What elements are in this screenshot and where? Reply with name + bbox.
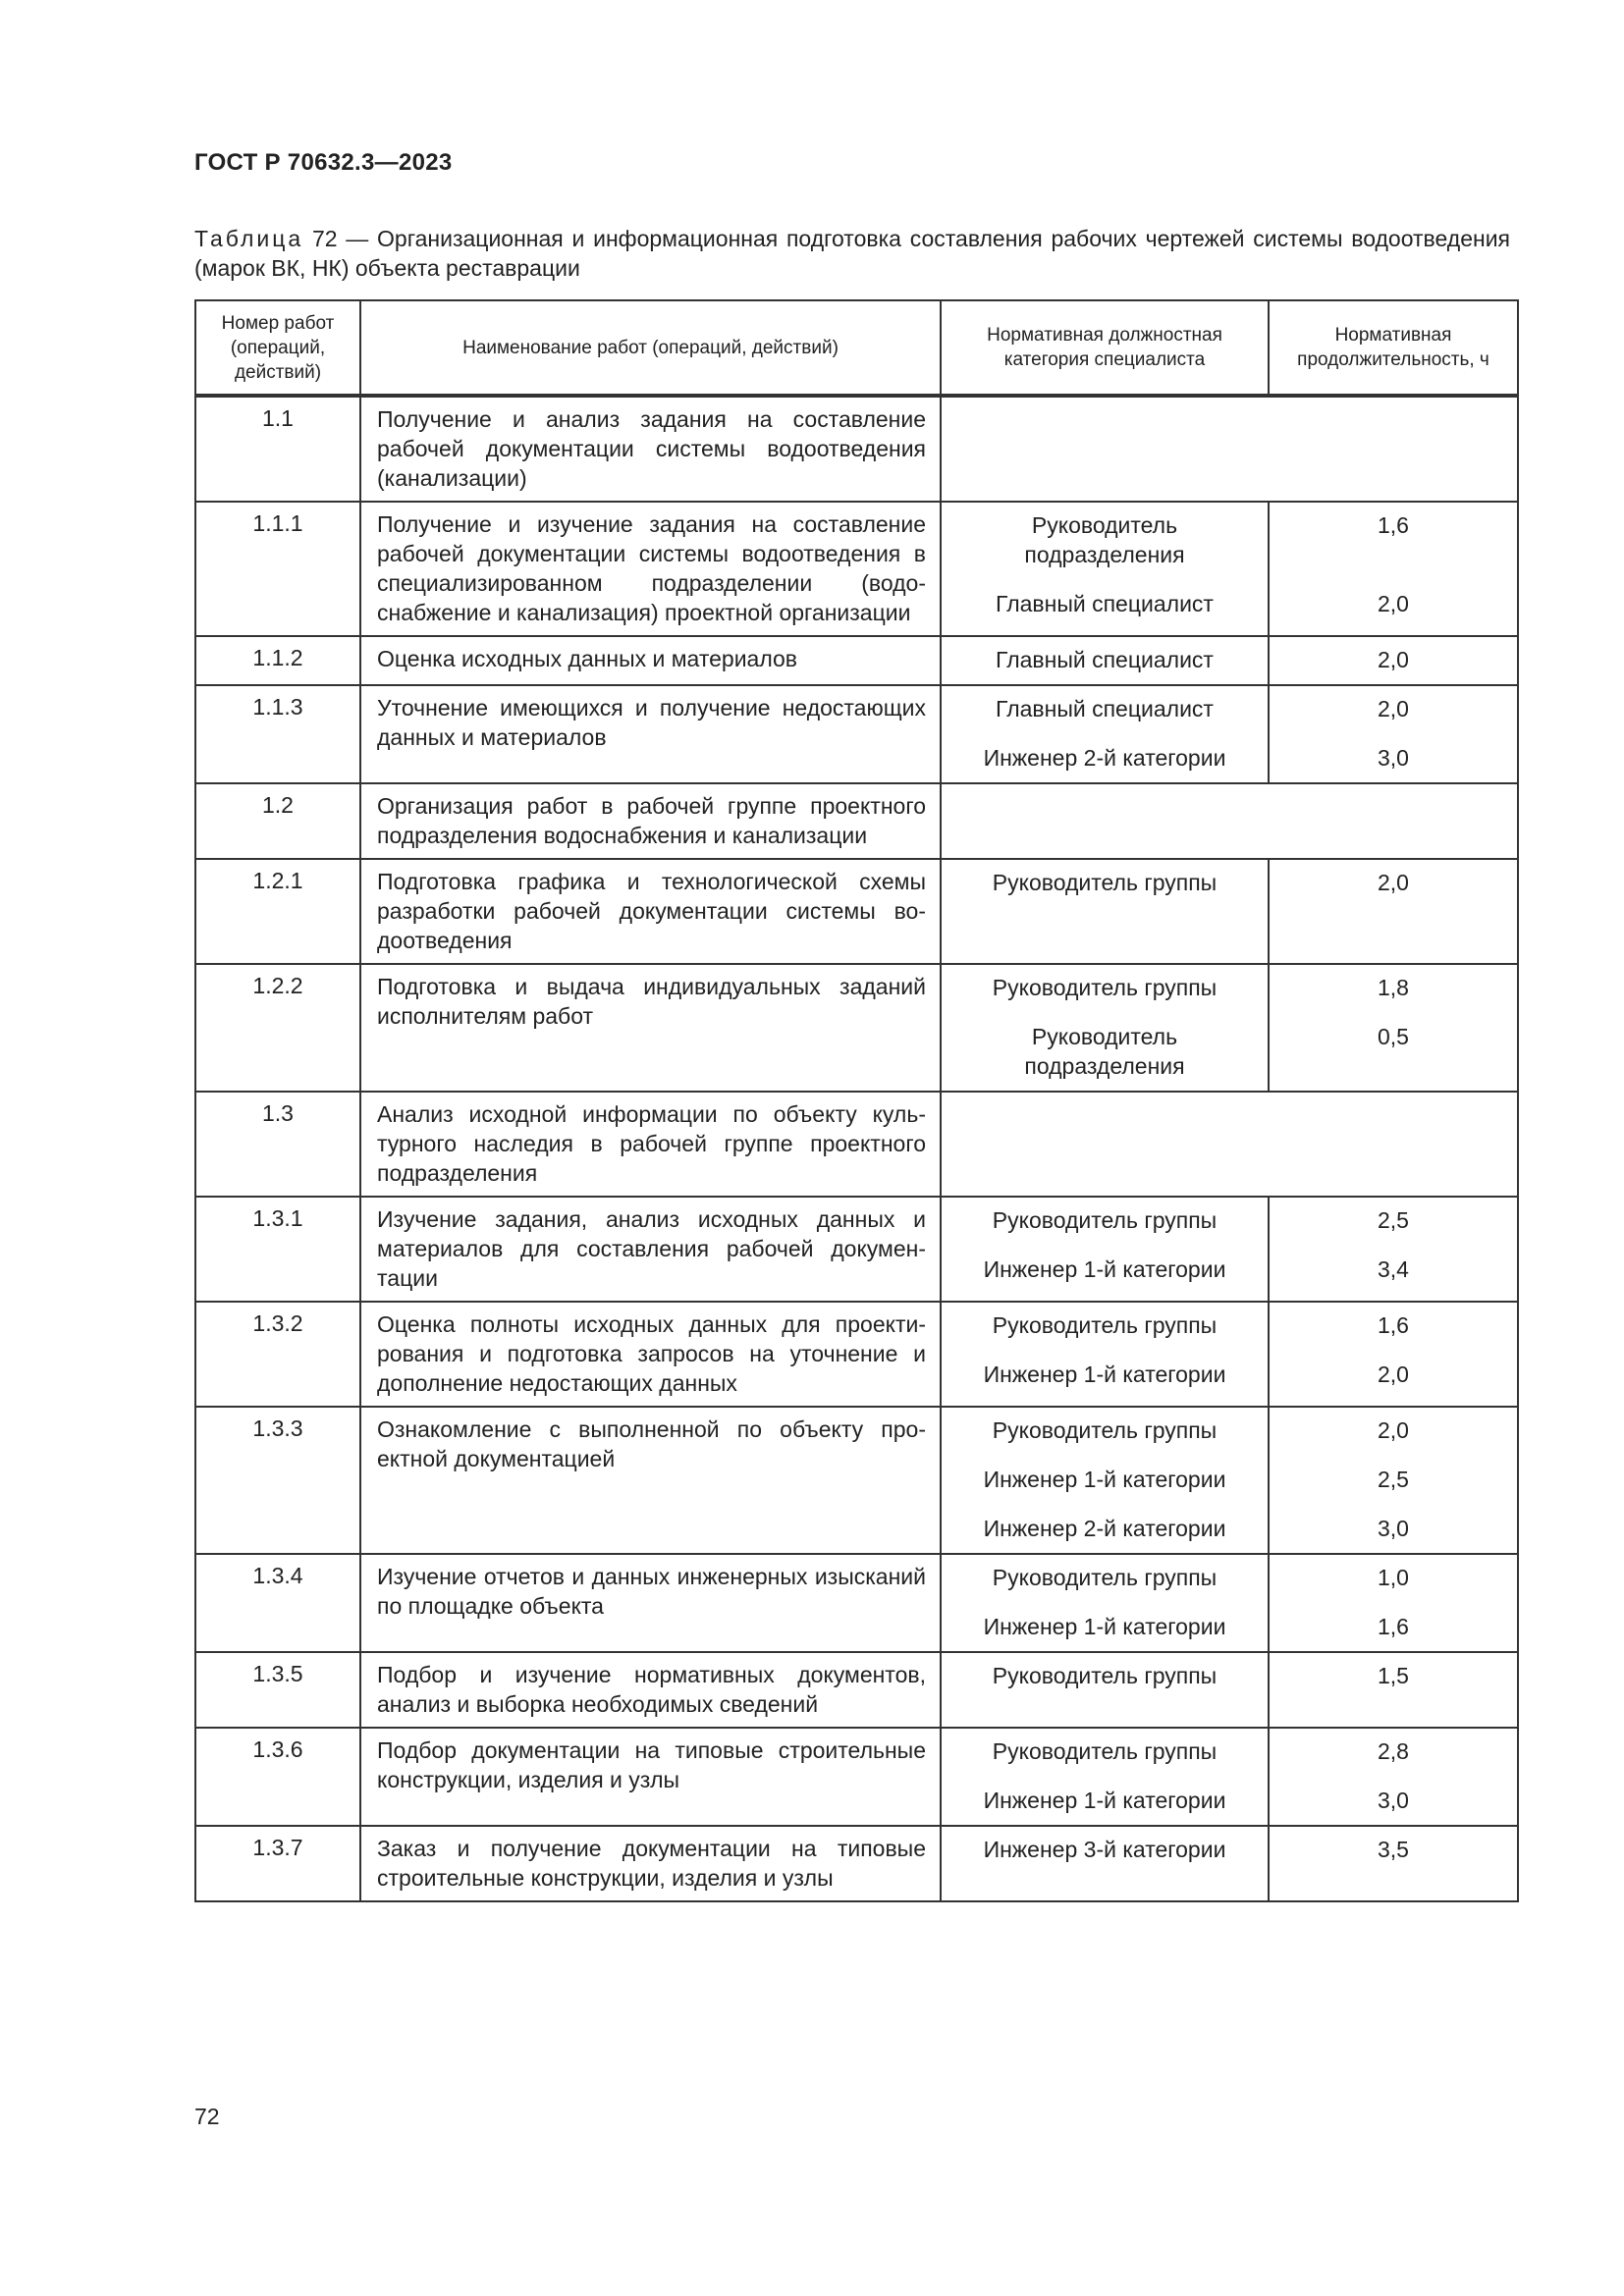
work-number-cell: 1.3.2 — [195, 1302, 360, 1407]
duration-cell — [1269, 1554, 1518, 1652]
specialist-cell — [941, 1197, 1269, 1302]
work-name-cell: Получение и анализ задания на составление рабочей документации системы водоотведения (канализации) — [360, 396, 941, 502]
specialist-category: Руководитель группы — [992, 1207, 1218, 1233]
duration-value: 2,5 — [1378, 1207, 1409, 1233]
work-number-cell: 1.3.5 — [195, 1652, 360, 1728]
specialist-category: Главный специалист — [996, 696, 1214, 721]
specialist-category: Инженер 1-й категории — [983, 1788, 1226, 1813]
duration-value: 3,0 — [1378, 1516, 1409, 1541]
duration-value: 2,0 — [1378, 870, 1409, 895]
table-row — [195, 1728, 1518, 1826]
duration-cell — [1269, 1407, 1518, 1554]
specialist-cell — [941, 1554, 1269, 1652]
table-row — [195, 685, 1518, 783]
duration-value: 3,0 — [1378, 745, 1409, 771]
work-name-cell: Изучение задания, анализ исходных данных и материалов для составления рабочей документации — [360, 1197, 941, 1302]
specialist-category: Инженер 1-й категории — [983, 1362, 1226, 1387]
duration-value: 1,6 — [1378, 1312, 1409, 1338]
specialist-category: Руководитель группы — [992, 975, 1218, 1000]
specialist-cell — [941, 1302, 1269, 1407]
duration-value: 1,0 — [1378, 1565, 1409, 1590]
duration-value: 2,0 — [1378, 696, 1409, 721]
work-number-cell: 1.3.1 — [195, 1197, 360, 1302]
duration-value: 1,5 — [1378, 1663, 1409, 1688]
duration-cell — [1269, 964, 1518, 1092]
table-row — [195, 1092, 1518, 1197]
specialist-category: Руководитель подразделения — [1024, 512, 1185, 567]
empty-cell — [941, 783, 1518, 859]
specialist-category: Руководитель группы — [992, 1312, 1218, 1338]
duration-value: 3,0 — [1378, 1788, 1409, 1813]
work-number-cell: 1.3.3 — [195, 1407, 360, 1554]
duration-cell — [1269, 1652, 1518, 1728]
duration-cell — [1269, 685, 1518, 783]
work-name-cell: Подготовка графика и технологической схемы разработки рабочей документации системы водоотведения — [360, 859, 941, 964]
header-specialist-category: Нормативная должностная категория специалиста — [941, 300, 1269, 396]
specialist-cell — [941, 1728, 1269, 1826]
duration-value: 1,6 — [1378, 1614, 1409, 1639]
header-work-name: Наименование работ (операций, действий) — [360, 300, 941, 396]
table-row — [195, 1197, 1518, 1302]
specialist-category: Руководитель группы — [992, 1663, 1218, 1688]
caption-prefix: Таблица — [194, 226, 304, 251]
work-number-cell: 1.3 — [195, 1092, 360, 1197]
duration-value: 0,5 — [1378, 1024, 1409, 1049]
duration-value: 2,8 — [1378, 1738, 1409, 1764]
work-name-cell: Получение и изучение задания на составление рабочей документации системы водоотведения в специализированном подразделении (водоснабжение и канализация) проектной организации — [360, 502, 941, 636]
duration-value: 2,0 — [1378, 647, 1409, 672]
table-row — [195, 964, 1518, 1092]
work-number-cell: 1.1.2 — [195, 636, 360, 685]
duration-cell — [1269, 636, 1518, 685]
work-name-cell: Заказ и получение документации на типовые строительные конструкции, изделия и узлы — [360, 1826, 941, 1901]
specialist-cell — [941, 502, 1269, 636]
duration-value: 1,6 — [1378, 512, 1409, 538]
specialist-category: Руководитель группы — [992, 1738, 1218, 1764]
duration-cell — [1269, 1302, 1518, 1407]
empty-cell — [941, 396, 1518, 502]
work-name-cell: Анализ исходной информации по объекту культурного наследия в рабочей группе проектного подразделения — [360, 1092, 941, 1197]
table-row — [195, 1407, 1518, 1554]
work-name-cell: Подготовка и выдача индивидуальных заданий исполнителям работ — [360, 964, 941, 1092]
specialist-cell — [941, 859, 1269, 964]
duration-value: 3,5 — [1378, 1837, 1409, 1862]
specialist-category: Инженер 1-й категории — [983, 1467, 1226, 1492]
table-row — [195, 783, 1518, 859]
work-number-cell: 1.3.4 — [195, 1554, 360, 1652]
duration-cell — [1269, 859, 1518, 964]
work-number-cell: 1.1.1 — [195, 502, 360, 636]
empty-cell — [941, 1092, 1518, 1197]
duration-cell — [1269, 1728, 1518, 1826]
specialist-cell — [941, 636, 1269, 685]
specialist-cell — [941, 685, 1269, 783]
specialist-category: Инженер 2-й категории — [983, 745, 1226, 771]
specialist-category: Руководитель группы — [992, 1417, 1218, 1443]
work-number-cell: 1.3.6 — [195, 1728, 360, 1826]
specialist-category: Руководитель группы — [992, 1565, 1218, 1590]
work-name-cell: Организация работ в рабочей группе проектного подразделения водоснабжения и канализации — [360, 783, 941, 859]
norms-table — [194, 299, 1519, 1902]
table-row — [195, 859, 1518, 964]
table-row — [195, 1826, 1518, 1901]
specialist-cell — [941, 1652, 1269, 1728]
caption-text: 72 — Организационная и информационная подготовка составления рабочих чертежей системы водоотведения (марок ВК, НК) объекта реставрации — [194, 226, 1511, 281]
specialist-category: Руководитель группы — [992, 870, 1218, 895]
header-work-number: Номер работ (операций, действий) — [195, 300, 360, 396]
work-name-cell: Подбор и изучение нормативных документов, анализ и выборка необходимых сведений — [360, 1652, 941, 1728]
work-number-cell: 1.3.7 — [195, 1826, 360, 1901]
duration-value: 2,0 — [1378, 1417, 1409, 1443]
specialist-category: Главный специалист — [996, 647, 1214, 672]
work-name-cell: Оценка полноты исходных данных для проектирования и подготовка запросов на уточнение и дополнение недостающих данных — [360, 1302, 941, 1407]
specialist-category: Главный специалист — [996, 591, 1214, 616]
duration-value: 2,0 — [1378, 591, 1409, 616]
specialist-category: Руководитель подразделения — [1024, 1024, 1185, 1079]
table-row — [195, 502, 1518, 636]
table-header-row — [195, 300, 1518, 396]
work-number-cell: 1.1 — [195, 396, 360, 502]
specialist-category: Инженер 1-й категории — [983, 1256, 1226, 1282]
page-number: 72 — [194, 2104, 220, 2129]
work-name-cell: Подбор документации на типовые строительные конструкции, изделия и узлы — [360, 1728, 941, 1826]
work-name-cell: Уточнение имеющихся и получение недостающих данных и материалов — [360, 685, 941, 783]
work-number-cell: 1.1.3 — [195, 685, 360, 783]
duration-value: 2,0 — [1378, 1362, 1409, 1387]
table-row — [195, 1302, 1518, 1407]
table-row — [195, 396, 1518, 502]
specialist-cell — [941, 1407, 1269, 1554]
table-row — [195, 1554, 1518, 1652]
specialist-category: Инженер 1-й категории — [983, 1614, 1226, 1639]
table-row — [195, 1652, 1518, 1728]
specialist-category: Инженер 2-й категории — [983, 1516, 1226, 1541]
duration-value: 1,8 — [1378, 975, 1409, 1000]
document-header: ГОСТ Р 70632.3—2023 — [194, 149, 453, 176]
table-caption — [194, 224, 1510, 283]
work-number-cell: 1.2 — [195, 783, 360, 859]
duration-cell — [1269, 502, 1518, 636]
work-number-cell: 1.2.2 — [195, 964, 360, 1092]
specialist-cell — [941, 964, 1269, 1092]
duration-cell — [1269, 1197, 1518, 1302]
duration-cell — [1269, 1826, 1518, 1901]
specialist-category: Инженер 3-й категории — [983, 1837, 1226, 1862]
work-name-cell: Ознакомление с выполненной по объекту проектной документацией — [360, 1407, 941, 1554]
header-duration: Нормативная продолжительность, ч — [1269, 300, 1518, 396]
work-number-cell: 1.2.1 — [195, 859, 360, 964]
table-row — [195, 636, 1518, 685]
specialist-cell — [941, 1826, 1269, 1901]
duration-value: 3,4 — [1378, 1256, 1409, 1282]
work-name-cell: Оценка исходных данных и материалов — [360, 636, 941, 685]
duration-value: 2,5 — [1378, 1467, 1409, 1492]
work-name-cell: Изучение отчетов и данных инженерных изысканий по площадке объекта — [360, 1554, 941, 1652]
